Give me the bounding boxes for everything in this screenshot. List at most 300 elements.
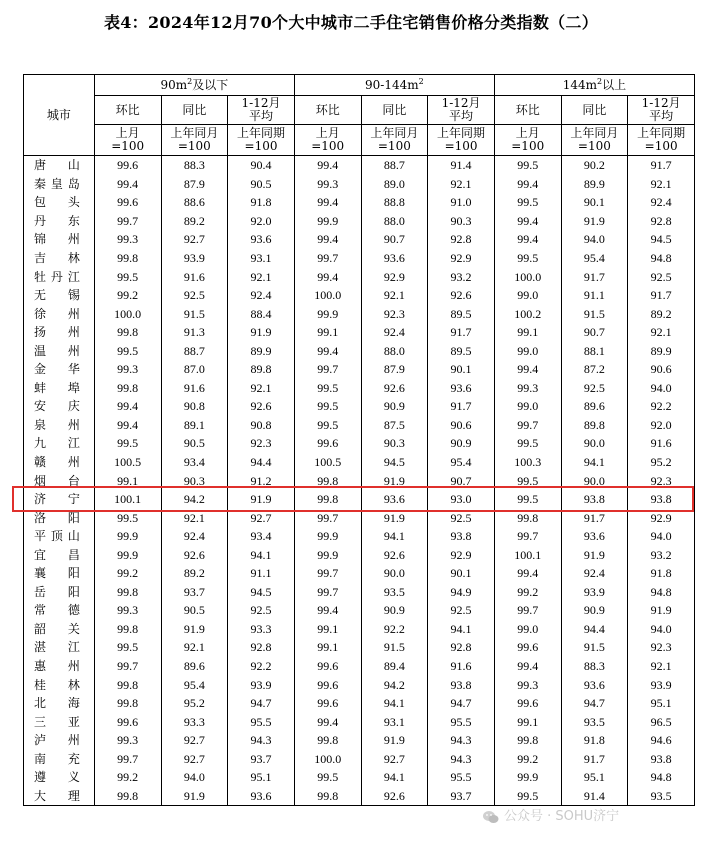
value-cell: 93.2 — [428, 267, 495, 286]
value-cell: 99.8 — [494, 508, 561, 527]
value-cell: 94.0 — [628, 620, 695, 639]
value-cell: 95.5 — [428, 712, 495, 731]
value-cell: 94.8 — [628, 249, 695, 268]
table-row — [24, 675, 695, 694]
subheader-cell: 同比 — [161, 96, 228, 125]
value-cell: 90.5 — [228, 175, 295, 194]
table-row — [24, 379, 695, 398]
value-cell: 99.3 — [94, 360, 161, 379]
value-cell: 92.1 — [361, 286, 428, 305]
value-cell: 94.5 — [628, 230, 695, 249]
value-cell: 99.1 — [494, 712, 561, 731]
value-cell: 99.3 — [94, 731, 161, 750]
value-cell: 92.3 — [628, 638, 695, 657]
value-cell: 100.1 — [94, 490, 161, 509]
price-index-table — [23, 74, 695, 806]
value-cell: 89.8 — [561, 416, 628, 435]
table-row — [24, 453, 695, 472]
value-cell: 93.3 — [161, 712, 228, 731]
value-cell: 90.0 — [361, 564, 428, 583]
value-cell: 99.1 — [294, 638, 361, 657]
value-cell: 92.4 — [561, 564, 628, 583]
value-cell: 94.4 — [561, 620, 628, 639]
city-cell: 赣州 — [24, 453, 95, 472]
value-cell: 92.7 — [228, 508, 295, 527]
base-cell: 上年同月 =100 — [561, 125, 628, 156]
subheader-cell: 环比 — [94, 96, 161, 125]
value-cell: 92.9 — [628, 508, 695, 527]
value-cell: 99.5 — [494, 471, 561, 490]
value-cell: 92.3 — [628, 471, 695, 490]
value-cell: 93.4 — [161, 453, 228, 472]
value-cell: 94.1 — [361, 527, 428, 546]
city-header: 城市 — [24, 75, 95, 156]
value-cell: 99.6 — [294, 657, 361, 676]
subheader-cell: 同比 — [561, 96, 628, 125]
value-cell: 93.9 — [561, 583, 628, 602]
table-row — [24, 712, 695, 731]
subheader-cell: 环比 — [294, 96, 361, 125]
value-cell: 99.5 — [94, 341, 161, 360]
value-cell: 99.0 — [494, 341, 561, 360]
value-cell: 92.1 — [161, 508, 228, 527]
table-row — [24, 583, 695, 602]
city-cell: 岳阳 — [24, 583, 95, 602]
value-cell: 93.8 — [428, 527, 495, 546]
value-cell: 94.6 — [628, 731, 695, 750]
value-cell: 99.8 — [294, 490, 361, 509]
value-cell: 93.9 — [161, 249, 228, 268]
value-cell: 100.5 — [94, 453, 161, 472]
value-cell: 89.5 — [428, 304, 495, 323]
value-cell: 91.9 — [361, 731, 428, 750]
value-cell: 92.4 — [228, 286, 295, 305]
value-cell: 99.1 — [494, 323, 561, 342]
value-cell: 92.1 — [228, 379, 295, 398]
value-cell: 87.9 — [361, 360, 428, 379]
value-cell: 94.7 — [561, 694, 628, 713]
value-cell: 93.6 — [228, 230, 295, 249]
value-cell: 92.4 — [628, 193, 695, 212]
table-row — [24, 304, 695, 323]
city-cell: 泉州 — [24, 416, 95, 435]
value-cell: 93.7 — [228, 750, 295, 769]
value-cell: 99.5 — [294, 768, 361, 787]
value-cell: 99.7 — [294, 564, 361, 583]
value-cell: 91.7 — [561, 750, 628, 769]
value-cell: 89.2 — [628, 304, 695, 323]
value-cell: 90.7 — [428, 471, 495, 490]
value-cell: 99.8 — [94, 675, 161, 694]
value-cell: 99.0 — [494, 397, 561, 416]
value-cell: 99.7 — [94, 212, 161, 231]
table-row — [24, 731, 695, 750]
value-cell: 99.9 — [94, 527, 161, 546]
value-cell: 94.2 — [361, 675, 428, 694]
value-cell: 91.3 — [161, 323, 228, 342]
value-cell: 99.5 — [94, 267, 161, 286]
value-cell: 89.1 — [161, 416, 228, 435]
group-header-small: $90m^2$及以下 — [94, 75, 294, 96]
value-cell: 90.8 — [228, 416, 295, 435]
value-cell: 93.7 — [161, 583, 228, 602]
value-cell: 90.0 — [561, 434, 628, 453]
value-cell: 90.9 — [428, 434, 495, 453]
value-cell: 95.5 — [228, 712, 295, 731]
value-cell: 99.5 — [94, 508, 161, 527]
value-cell: 100.1 — [494, 545, 561, 564]
value-cell: 94.3 — [428, 731, 495, 750]
value-cell: 99.5 — [494, 434, 561, 453]
table-row — [24, 434, 695, 453]
value-cell: 92.8 — [628, 212, 695, 231]
value-cell: 99.9 — [294, 527, 361, 546]
value-cell: 99.8 — [294, 787, 361, 806]
table-row — [24, 694, 695, 713]
value-cell: 92.8 — [228, 638, 295, 657]
value-cell: 93.8 — [561, 490, 628, 509]
value-cell: 93.7 — [428, 787, 495, 806]
value-cell: 91.9 — [228, 323, 295, 342]
value-cell: 92.9 — [428, 545, 495, 564]
table-row — [24, 750, 695, 769]
value-cell: 93.6 — [561, 675, 628, 694]
value-cell: 90.1 — [561, 193, 628, 212]
value-cell: 92.6 — [361, 379, 428, 398]
value-cell: 99.8 — [94, 620, 161, 639]
value-cell: 92.1 — [628, 175, 695, 194]
value-cell: 99.5 — [94, 434, 161, 453]
value-cell: 99.9 — [294, 212, 361, 231]
value-cell: 91.8 — [228, 193, 295, 212]
value-cell: 87.9 — [161, 175, 228, 194]
city-cell: 蚌埠 — [24, 379, 95, 398]
value-cell: 92.1 — [628, 657, 695, 676]
table-row — [24, 175, 695, 194]
value-cell: 99.5 — [94, 638, 161, 657]
value-cell: 91.9 — [361, 471, 428, 490]
city-cell: 无锡 — [24, 286, 95, 305]
value-cell: 94.1 — [561, 453, 628, 472]
subheader-cell: 1-12月 平均 — [228, 96, 295, 125]
city-cell: 桂林 — [24, 675, 95, 694]
base-cell: 上年同期 =100 — [428, 125, 495, 156]
value-cell: 92.2 — [361, 620, 428, 639]
value-cell: 93.1 — [228, 249, 295, 268]
value-cell: 91.5 — [361, 638, 428, 657]
table-row — [24, 545, 695, 564]
value-cell: 94.7 — [228, 694, 295, 713]
value-cell: 92.5 — [161, 286, 228, 305]
value-cell: 99.8 — [94, 323, 161, 342]
value-cell: 88.0 — [361, 212, 428, 231]
city-cell: 韶关 — [24, 620, 95, 639]
value-cell: 89.9 — [628, 341, 695, 360]
group-header-large: $144m^2$以上 — [494, 75, 694, 96]
value-cell: 99.6 — [94, 193, 161, 212]
wechat-icon — [482, 808, 500, 826]
value-cell: 89.5 — [428, 341, 495, 360]
value-cell: 99.7 — [294, 249, 361, 268]
value-cell: 93.8 — [628, 490, 695, 509]
value-cell: 99.5 — [294, 397, 361, 416]
value-cell: 92.5 — [428, 601, 495, 620]
value-cell: 93.8 — [428, 675, 495, 694]
city-cell: 大理 — [24, 787, 95, 806]
value-cell: 93.9 — [228, 675, 295, 694]
value-cell: 92.6 — [161, 545, 228, 564]
value-cell: 99.8 — [294, 471, 361, 490]
value-cell: 99.4 — [494, 360, 561, 379]
value-cell: 91.5 — [561, 304, 628, 323]
value-cell: 91.0 — [428, 193, 495, 212]
city-cell: 吉林 — [24, 249, 95, 268]
value-cell: 99.2 — [494, 750, 561, 769]
city-cell: 丹东 — [24, 212, 95, 231]
value-cell: 94.3 — [428, 750, 495, 769]
city-cell: 平顶山 — [24, 527, 95, 546]
value-cell: 93.6 — [361, 490, 428, 509]
value-cell: 99.6 — [294, 675, 361, 694]
value-cell: 92.9 — [361, 267, 428, 286]
value-cell: 88.7 — [161, 341, 228, 360]
value-cell: 88.0 — [361, 341, 428, 360]
value-cell: 100.5 — [294, 453, 361, 472]
value-cell: 88.6 — [161, 193, 228, 212]
table-row — [24, 397, 695, 416]
value-cell: 90.9 — [361, 397, 428, 416]
value-cell: 100.0 — [94, 304, 161, 323]
value-cell: 89.9 — [561, 175, 628, 194]
value-cell: 94.1 — [428, 620, 495, 639]
table-row — [24, 323, 695, 342]
value-cell: 99.6 — [494, 638, 561, 657]
value-cell: 99.5 — [494, 490, 561, 509]
value-cell: 92.4 — [361, 323, 428, 342]
value-cell: 99.8 — [94, 379, 161, 398]
value-cell: 91.7 — [428, 397, 495, 416]
value-cell: 91.7 — [561, 508, 628, 527]
value-cell: 99.4 — [94, 397, 161, 416]
value-cell: 99.1 — [294, 620, 361, 639]
value-cell: 99.8 — [94, 249, 161, 268]
watermark-text: 公众号 · SOHU济宁 — [504, 809, 620, 824]
value-cell: 88.1 — [561, 341, 628, 360]
value-cell: 91.7 — [428, 323, 495, 342]
value-cell: 87.0 — [161, 360, 228, 379]
value-cell: 94.0 — [561, 230, 628, 249]
value-cell: 99.0 — [494, 286, 561, 305]
value-cell: 99.9 — [494, 768, 561, 787]
page-title: 表4：2024年12月70个大中城市二手住宅销售价格分类指数（二） — [103, 13, 599, 32]
value-cell: 93.9 — [628, 675, 695, 694]
value-cell: 90.6 — [428, 416, 495, 435]
value-cell: 91.1 — [228, 564, 295, 583]
value-cell: 92.8 — [428, 638, 495, 657]
value-cell: 92.7 — [161, 731, 228, 750]
table-row — [24, 360, 695, 379]
value-cell: 99.5 — [494, 156, 561, 175]
city-cell: 锦州 — [24, 230, 95, 249]
value-cell: 92.1 — [628, 323, 695, 342]
base-cell: 上月 =100 — [94, 125, 161, 156]
value-cell: 93.1 — [361, 712, 428, 731]
value-cell: 99.2 — [94, 286, 161, 305]
value-cell: 95.2 — [628, 453, 695, 472]
value-cell: 90.6 — [628, 360, 695, 379]
value-cell: 99.0 — [494, 620, 561, 639]
value-cell: 100.2 — [494, 304, 561, 323]
value-cell: 95.4 — [428, 453, 495, 472]
value-cell: 91.4 — [561, 787, 628, 806]
value-cell: 91.6 — [428, 657, 495, 676]
value-cell: 91.8 — [561, 731, 628, 750]
table-row — [24, 768, 695, 787]
value-cell: 91.4 — [428, 156, 495, 175]
value-cell: 91.6 — [161, 267, 228, 286]
value-cell: 92.5 — [428, 508, 495, 527]
value-cell: 99.4 — [494, 230, 561, 249]
value-cell: 91.7 — [628, 286, 695, 305]
value-cell: 90.3 — [428, 212, 495, 231]
value-cell: 90.8 — [161, 397, 228, 416]
city-cell: 徐州 — [24, 304, 95, 323]
value-cell: 92.0 — [228, 212, 295, 231]
base-cell: 上年同月 =100 — [161, 125, 228, 156]
value-cell: 92.6 — [228, 397, 295, 416]
value-cell: 92.0 — [628, 416, 695, 435]
subheader-cell: 1-12月 平均 — [628, 96, 695, 125]
table-row — [24, 638, 695, 657]
value-cell: 99.4 — [494, 212, 561, 231]
base-cell: 上年同月 =100 — [361, 125, 428, 156]
base-cell: 上月 =100 — [294, 125, 361, 156]
base-cell: 上年同期 =100 — [628, 125, 695, 156]
value-cell: 95.4 — [561, 249, 628, 268]
value-cell: 94.0 — [628, 527, 695, 546]
value-cell: 99.6 — [294, 434, 361, 453]
value-cell: 99.4 — [294, 230, 361, 249]
subheader-cell: 同比 — [361, 96, 428, 125]
value-cell: 94.4 — [228, 453, 295, 472]
value-cell: 99.6 — [494, 694, 561, 713]
value-cell: 93.2 — [628, 545, 695, 564]
city-cell: 牡丹江 — [24, 267, 95, 286]
value-cell: 90.9 — [561, 601, 628, 620]
table-row — [24, 212, 695, 231]
value-cell: 99.4 — [94, 175, 161, 194]
value-cell: 93.5 — [628, 787, 695, 806]
table-row — [24, 156, 695, 175]
value-cell: 99.4 — [494, 564, 561, 583]
table-row — [24, 341, 695, 360]
value-cell: 91.5 — [561, 638, 628, 657]
value-cell: 99.8 — [94, 583, 161, 602]
value-cell: 91.8 — [628, 564, 695, 583]
value-cell: 99.8 — [94, 787, 161, 806]
base-cell: 上年同期 =100 — [228, 125, 295, 156]
value-cell: 99.4 — [294, 601, 361, 620]
value-cell: 92.8 — [428, 230, 495, 249]
value-cell: 99.3 — [294, 175, 361, 194]
value-cell: 90.1 — [428, 360, 495, 379]
value-cell: 88.8 — [361, 193, 428, 212]
table-row — [24, 249, 695, 268]
value-cell: 94.8 — [628, 583, 695, 602]
city-cell: 九江 — [24, 434, 95, 453]
value-cell: 99.9 — [294, 304, 361, 323]
value-cell: 89.6 — [561, 397, 628, 416]
city-cell: 济宁 — [24, 490, 95, 509]
value-cell: 100.0 — [494, 267, 561, 286]
value-cell: 99.4 — [294, 712, 361, 731]
value-cell: 88.7 — [361, 156, 428, 175]
value-cell: 95.5 — [428, 768, 495, 787]
value-cell: 90.7 — [561, 323, 628, 342]
table-row — [24, 508, 695, 527]
value-cell: 94.7 — [428, 694, 495, 713]
value-cell: 100.3 — [494, 453, 561, 472]
value-cell: 99.5 — [294, 416, 361, 435]
table-row — [24, 416, 695, 435]
value-cell: 93.6 — [428, 379, 495, 398]
value-cell: 99.6 — [94, 712, 161, 731]
value-cell: 91.9 — [361, 508, 428, 527]
city-cell: 秦皇岛 — [24, 175, 95, 194]
value-cell: 95.1 — [228, 768, 295, 787]
city-cell: 泸州 — [24, 731, 95, 750]
value-cell: 89.8 — [228, 360, 295, 379]
value-cell: 90.7 — [361, 230, 428, 249]
value-cell: 93.0 — [428, 490, 495, 509]
value-cell: 92.7 — [161, 750, 228, 769]
value-cell: 99.4 — [294, 156, 361, 175]
value-cell: 93.3 — [228, 620, 295, 639]
value-cell: 99.3 — [494, 675, 561, 694]
subheader-cell: 环比 — [494, 96, 561, 125]
value-cell: 99.3 — [94, 601, 161, 620]
table-row — [24, 193, 695, 212]
value-cell: 90.9 — [361, 601, 428, 620]
city-cell: 三亚 — [24, 712, 95, 731]
value-cell: 99.1 — [94, 471, 161, 490]
value-cell: 89.0 — [361, 175, 428, 194]
table-row — [24, 490, 695, 509]
table-row — [24, 620, 695, 639]
city-cell: 南充 — [24, 750, 95, 769]
value-cell: 99.4 — [294, 193, 361, 212]
value-cell: 94.2 — [161, 490, 228, 509]
value-cell: 92.7 — [361, 750, 428, 769]
value-cell: 99.7 — [94, 657, 161, 676]
value-cell: 89.2 — [161, 212, 228, 231]
value-cell: 96.5 — [628, 712, 695, 731]
value-cell: 92.1 — [161, 638, 228, 657]
value-cell: 99.2 — [494, 583, 561, 602]
watermark — [482, 805, 619, 826]
value-cell: 94.5 — [361, 453, 428, 472]
value-cell: 99.7 — [294, 583, 361, 602]
value-cell: 88.3 — [561, 657, 628, 676]
value-cell: 94.1 — [361, 694, 428, 713]
value-cell: 92.9 — [428, 249, 495, 268]
value-cell: 87.2 — [561, 360, 628, 379]
value-cell: 99.7 — [494, 527, 561, 546]
city-cell: 北海 — [24, 694, 95, 713]
table-row — [24, 527, 695, 546]
value-cell: 100.0 — [294, 750, 361, 769]
value-cell: 99.1 — [294, 323, 361, 342]
